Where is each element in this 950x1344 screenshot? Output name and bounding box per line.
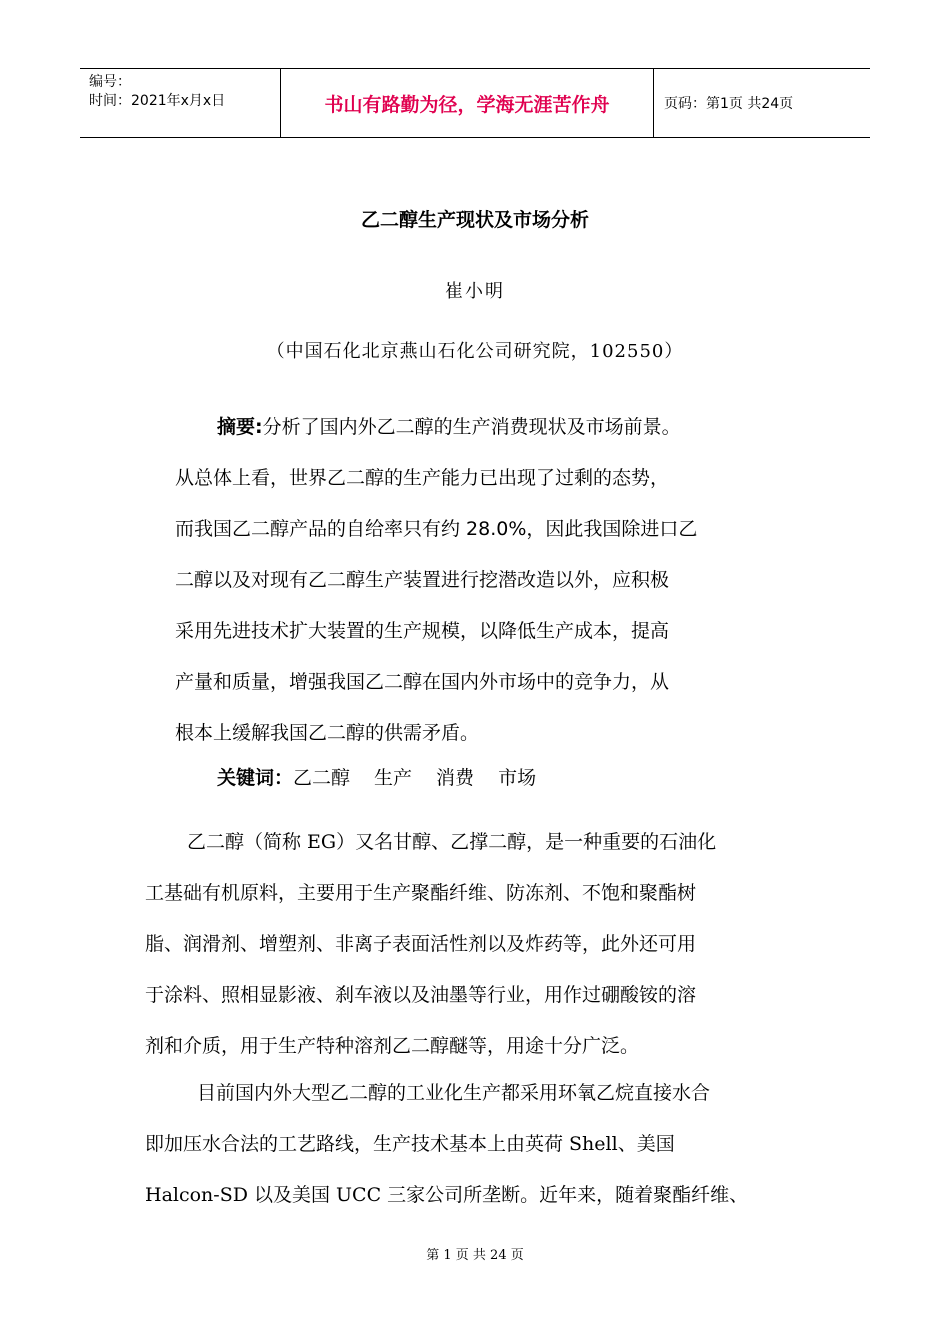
header-number-label: 编号： (89, 74, 131, 90)
abstract (175, 402, 780, 759)
page-footer: 第 1 页 共 24 页 (426, 1248, 524, 1263)
header-time-label: 时间：2021年x月x日 (89, 93, 226, 109)
abstract-line: 二醇以及对现有乙二醇生产装置进行挖潜改造以外，应积极 (175, 569, 670, 591)
paragraph-line: 乙二醇（简称 EG）又名甘醇、乙撑二醇，是一种重要的石油化 (187, 831, 717, 853)
abstract-line: 从总体上看，世界乙二醇的生产能力已出现了过剩的态势， (175, 467, 670, 489)
header-page-info: 页码：第1页 共24页 (664, 96, 794, 112)
paragraph-line: 于涂料、照相显影液、刹车液以及油墨等行业，用作过硼酸铵的溶 (145, 984, 697, 1006)
paragraph-line: 即加压水合法的工艺路线，生产技术基本上由英荷 Shell、美国 (145, 1133, 675, 1155)
paragraph-line: 脂、润滑剂、增塑剂、非离子表面活性剂以及炸药等，此外还可用 (145, 933, 697, 955)
article-title: 乙二醇生产现状及市场分析 (360, 209, 589, 231)
abstract-text: 分析了国内外乙二醇的生产消费现状及市场前景。 (262, 416, 681, 438)
abstract-line: 采用先进技术扩大装置的生产规模，以降低生产成本，提高 (175, 620, 670, 642)
abstract-label: 摘要: (217, 416, 263, 438)
article-author: 崔小明 (445, 281, 505, 302)
keyword: 市场 (498, 767, 537, 789)
keyword: 生产 (374, 767, 413, 789)
keyword: 乙二醇 (293, 767, 351, 789)
paragraph-line: 目前国内外大型乙二醇的工业化生产都采用环氧乙烷直接水合 (197, 1082, 711, 1104)
article-affiliation: （中国石化北京燕山石化公司研究院，102550） (266, 341, 684, 362)
keywords (217, 758, 560, 798)
paragraph-line: Halcon-SD 以及美国 UCC 三家公司所垄断。近年来，随着聚酯纤维、 (145, 1184, 749, 1206)
keywords-label: 关键词： (217, 767, 294, 789)
body-paragraph-1 (145, 817, 810, 1072)
header-motto: 书山有路勤为径，学海无涯苦作舟 (281, 69, 654, 137)
abstract-line: 而我国乙二醇产品的自给率只有约 28.0%，因此我国除进口乙 (175, 518, 698, 540)
page-header (80, 68, 870, 138)
abstract-line: 根本上缓解我国乙二醇的供需矛盾。 (175, 722, 480, 744)
paragraph-line: 剂和介质，用于生产特种溶剂乙二醇醚等，用途十分广泛。 (145, 1035, 640, 1057)
body-paragraph-2 (145, 1068, 810, 1221)
keyword: 消费 (436, 767, 475, 789)
paragraph-line: 工基础有机原料，主要用于生产聚酯纤维、防冻剂、不饱和聚酯树 (145, 882, 697, 904)
header-meta (80, 69, 281, 137)
abstract-line (175, 402, 780, 453)
abstract-line: 产量和质量，增强我国乙二醇在国内外市场中的竞争力，从 (175, 671, 670, 693)
